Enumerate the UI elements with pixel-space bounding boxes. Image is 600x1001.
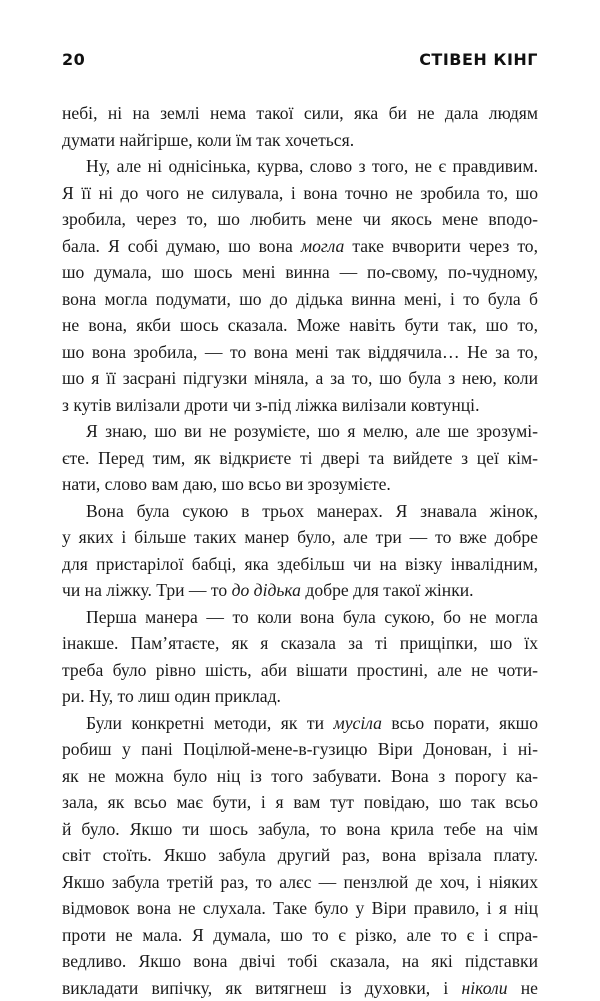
- text-run: інакше. Пам’ятаєте, як я сказала за ті прищіпки, шо їх: [62, 633, 538, 653]
- text-line: [62, 816, 538, 843]
- text-run: всьо порати, якшо: [382, 713, 538, 733]
- text-line: [62, 418, 538, 445]
- text-run: як не можна було ніц із того забувати. Вона з порогу ка-: [62, 766, 538, 786]
- text-run: таке вчворити через то,: [344, 236, 538, 256]
- text-run: треба було рівно шість, аби вішати простині, але не чоти-: [62, 660, 538, 680]
- text-run: єте. Перед тим, як відкриєте ті двері та вийдете з цеї кім-: [62, 448, 538, 468]
- text-line: [62, 842, 538, 869]
- text-run: нати, слово вам даю, шо всьо ви зрозумієте.: [62, 474, 391, 494]
- text-run: не вона, якби шось сказала. Може навіть бути так, шо то,: [62, 315, 538, 335]
- text-line: [62, 365, 538, 392]
- text-line: [62, 895, 538, 922]
- text-line: [62, 153, 538, 180]
- text-line: [62, 206, 538, 233]
- text-run: шо думала, шо шось мені винна — по-свому, по-чудному,: [62, 262, 538, 282]
- running-head-author: СТІВЕН КІНГ: [419, 50, 538, 69]
- text-line: [62, 551, 538, 578]
- body-text: [62, 100, 538, 1001]
- text-run: зала, як всьо має бути, і я вам тут повідаю, шо так всьо: [62, 792, 538, 812]
- text-run: для пристарілої бабці, яка здебільш чи на візку інвалідним,: [62, 554, 538, 574]
- page-number: 20: [62, 50, 85, 69]
- text-run: шо я її засрані підгузки міняла, а за то, шо була з нею, коли: [62, 368, 538, 388]
- text-line: [62, 604, 538, 631]
- text-line: [62, 100, 538, 127]
- italic-text: мусіла: [333, 713, 381, 733]
- text-run: Я знаю, шо ви не розумієте, шо я мелю, але ше зрозумі-: [86, 421, 538, 441]
- text-line: [62, 339, 538, 366]
- text-line: [62, 127, 538, 154]
- text-run: ри. Ну, то лиш один приклад.: [62, 686, 281, 706]
- text-line: [62, 471, 538, 498]
- text-line: [62, 657, 538, 684]
- text-run: Були конкретні методи, як ти: [86, 713, 333, 733]
- text-run: з кутів вилізали дроти чи з-під ліжка вилізали ковтунці.: [62, 395, 479, 415]
- text-line: [62, 710, 538, 737]
- text-line: [62, 286, 538, 313]
- italic-text: ніколи: [462, 978, 508, 998]
- text-run: шо вона зробила, — то вона мені так віддячила… Не за то,: [62, 342, 538, 362]
- text-run: відмовок вона не слухала. Таке було у Віри правило, і я ніц: [62, 898, 538, 918]
- text-run: думати найгірше, коли їм так хочеться.: [62, 130, 354, 150]
- text-run: не: [508, 978, 538, 998]
- italic-text: до дідька: [232, 580, 301, 600]
- text-line: [62, 763, 538, 790]
- text-run: проти не мала. Я думала, шо то є різко, але то є і спра-: [62, 925, 538, 945]
- text-line: [62, 524, 538, 551]
- text-line: [62, 392, 538, 419]
- text-line: [62, 259, 538, 286]
- text-line: [62, 233, 538, 260]
- text-run: й було. Якшо ти шось забула, то вона крила тебе на чім: [62, 819, 538, 839]
- text-run: Якшо забула третій раз, то алєс — пензлюй де хоч, і ніяких: [62, 872, 538, 892]
- text-line: [62, 869, 538, 896]
- text-run: у яких і більше таких манер було, але три — то вже добре: [62, 527, 538, 547]
- running-header: [62, 50, 538, 74]
- text-line: [62, 180, 538, 207]
- text-run: зробила, через то, шо любить мене чи якось мене вподо-: [62, 209, 538, 229]
- text-run: Вона була сукою в трьох манерах. Я знавала жінок,: [86, 501, 538, 521]
- text-line: [62, 736, 538, 763]
- text-run: Я її ні до чого не силувала, і вона точно не зробила то, шо: [62, 183, 538, 203]
- text-line: [62, 312, 538, 339]
- text-run: чи на ліжку. Три — то: [62, 580, 232, 600]
- text-line: [62, 922, 538, 949]
- text-line: [62, 498, 538, 525]
- text-line: [62, 630, 538, 657]
- text-run: небі, ні на землі нема такої сили, яка би не дала людям: [62, 103, 538, 123]
- text-line: [62, 445, 538, 472]
- text-run: бала. Я собі думаю, шо вона: [62, 236, 301, 256]
- text-run: викладати випічку, як витягнеш із духовки, і: [62, 978, 462, 998]
- text-line: [62, 683, 538, 710]
- italic-text: могла: [301, 236, 344, 256]
- text-run: світ стоїть. Якшо забула другий раз, вона врізала плату.: [62, 845, 538, 865]
- text-line: [62, 975, 538, 1001]
- text-line: [62, 948, 538, 975]
- text-run: вона могла подумати, шо до дідька винна мені, і то була б: [62, 289, 538, 309]
- text-run: Ну, але ні однісінька, курва, слово з того, не є правдивим.: [86, 156, 538, 176]
- text-run: Перша манера — то коли вона була сукою, бо не могла: [86, 607, 538, 627]
- text-run: робиш у пані Поцілюй-мене-в-гузицю Віри Донован, і ні-: [62, 739, 538, 759]
- text-run: добре для такої жінки.: [301, 580, 474, 600]
- text-run: ведливо. Якшо вона двічі тобі сказала, на які підставки: [62, 951, 538, 971]
- text-line: [62, 789, 538, 816]
- text-line: [62, 577, 538, 604]
